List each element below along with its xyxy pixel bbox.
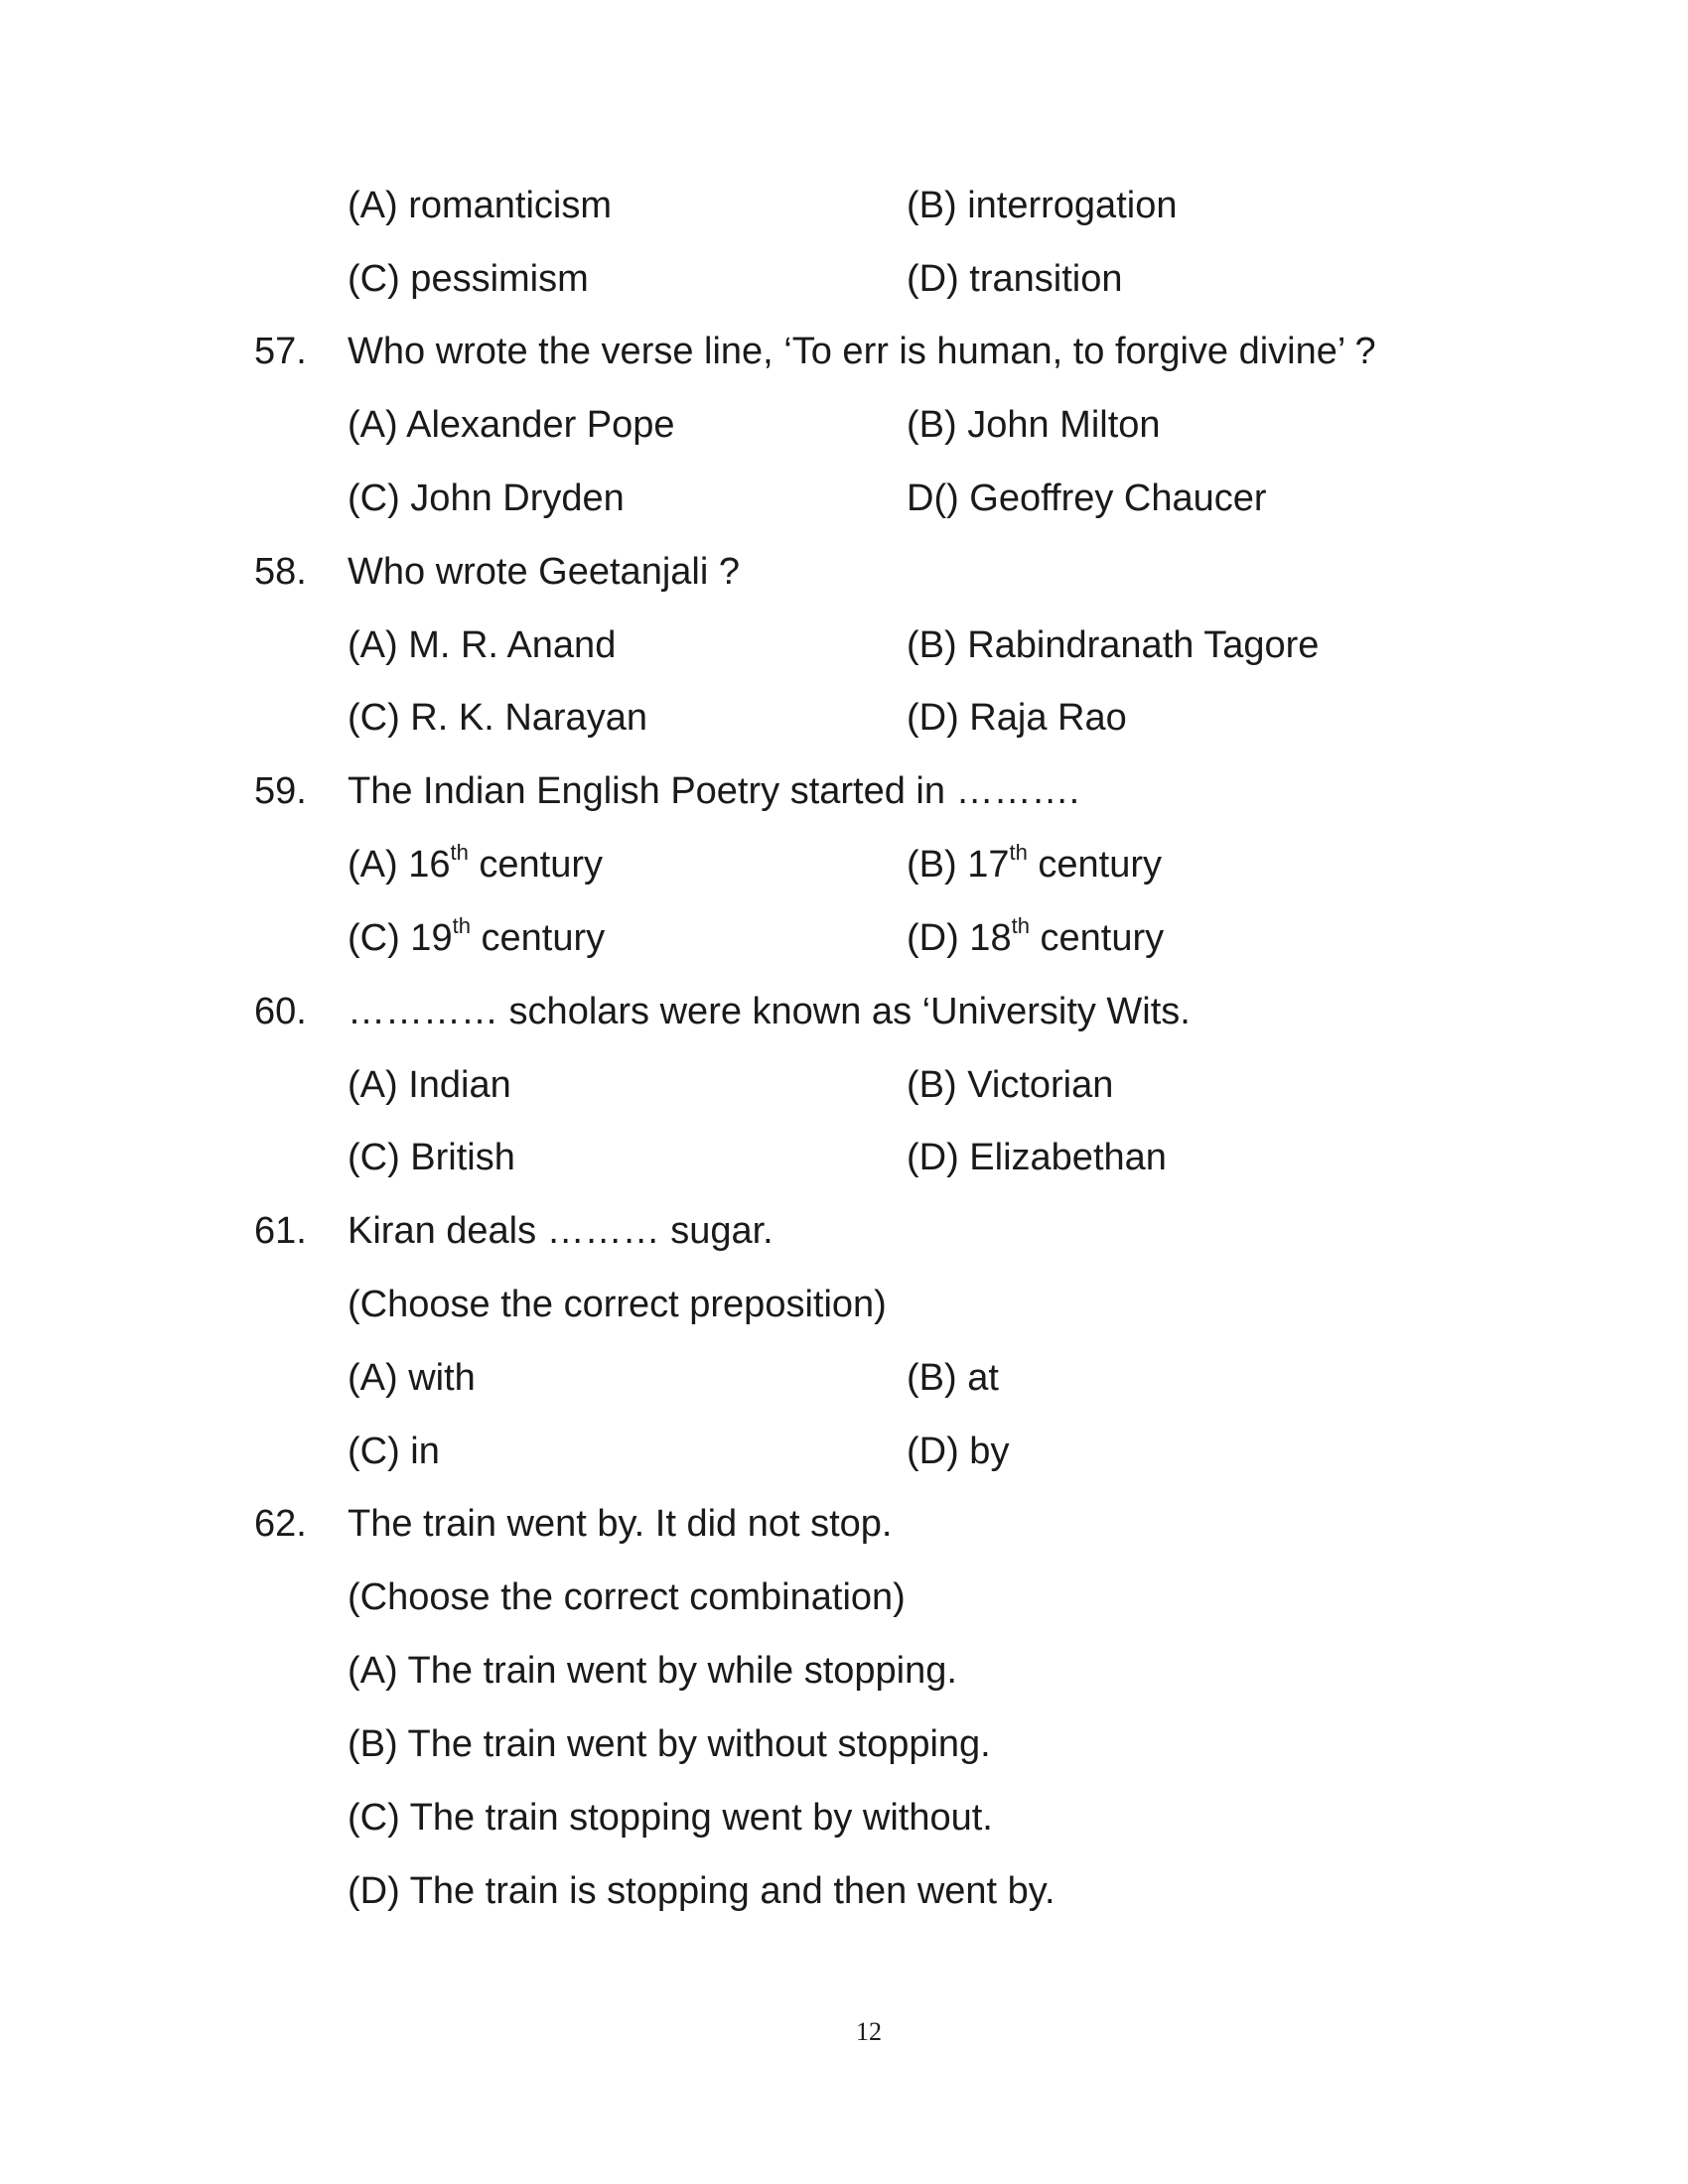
q62-option-b: (B) The train went by without stopping. <box>348 1723 991 1765</box>
q59-number: 59. <box>254 770 307 812</box>
q61-option-b: (B) at <box>907 1357 999 1399</box>
q62-number: 62. <box>254 1503 307 1545</box>
q57-option-c: (C) John Dryden <box>348 478 625 519</box>
q62-text: The train went by. It did not stop. <box>348 1503 893 1545</box>
q62-option-c: (C) The train stopping went by without. <box>348 1797 993 1839</box>
q60-option-b: (B) Victorian <box>907 1064 1114 1106</box>
q57-option-d: D() Geoffrey Chaucer <box>907 478 1267 519</box>
q60-text: ………… scholars were known as ‘University Wits. <box>348 991 1191 1032</box>
q58-number: 58. <box>254 551 307 593</box>
q57-number: 57. <box>254 331 307 372</box>
q56-option-b: (B) interrogation <box>907 185 1178 226</box>
q60-option-a: (A) Indian <box>348 1064 511 1106</box>
q59-option-b: (B) 17th century <box>907 840 1163 886</box>
page-number: 12 <box>856 2017 882 2046</box>
q59-option-a: (A) 16th century <box>348 840 604 886</box>
q60-number: 60. <box>254 991 307 1032</box>
q57-option-b: (B) John Milton <box>907 404 1161 446</box>
q61-option-c: (C) in <box>348 1431 440 1472</box>
q56-option-d: (D) transition <box>907 258 1123 300</box>
q61-number: 61. <box>254 1210 307 1252</box>
q62-instruction: (Choose the correct combination) <box>348 1576 906 1618</box>
q58-option-c: (C) R. K. Narayan <box>348 697 647 739</box>
q58-text: Who wrote Geetanjali ? <box>348 551 740 593</box>
q60-option-d: (D) Elizabethan <box>907 1137 1167 1178</box>
q61-option-a: (A) with <box>348 1357 476 1399</box>
q61-text: Kiran deals ……… sugar. <box>348 1210 774 1252</box>
q58-option-a: (A) M. R. Anand <box>348 624 617 666</box>
q61-instruction: (Choose the correct preposition) <box>348 1284 887 1325</box>
q57-text: Who wrote the verse line, ‘To err is human, to forgive divine’ ? <box>348 331 1376 372</box>
q61-option-d: (D) by <box>907 1431 1010 1472</box>
q59-option-c: (C) 19th century <box>348 913 606 959</box>
q62-option-d: (D) The train is stopping and then went by. <box>348 1870 1055 1912</box>
q62-option-a: (A) The train went by while stopping. <box>348 1650 957 1692</box>
q57-option-a: (A) Alexander Pope <box>348 404 675 446</box>
q56-option-a: (A) romanticism <box>348 185 613 226</box>
q60-option-c: (C) British <box>348 1137 515 1178</box>
q59-text: The Indian English Poetry started in ………. <box>348 770 1080 812</box>
q58-option-b: (B) Rabindranath Tagore <box>907 624 1320 666</box>
q59-option-d: (D) 18th century <box>907 913 1165 959</box>
q58-option-d: (D) Raja Rao <box>907 697 1127 739</box>
q56-option-c: (C) pessimism <box>348 258 589 300</box>
